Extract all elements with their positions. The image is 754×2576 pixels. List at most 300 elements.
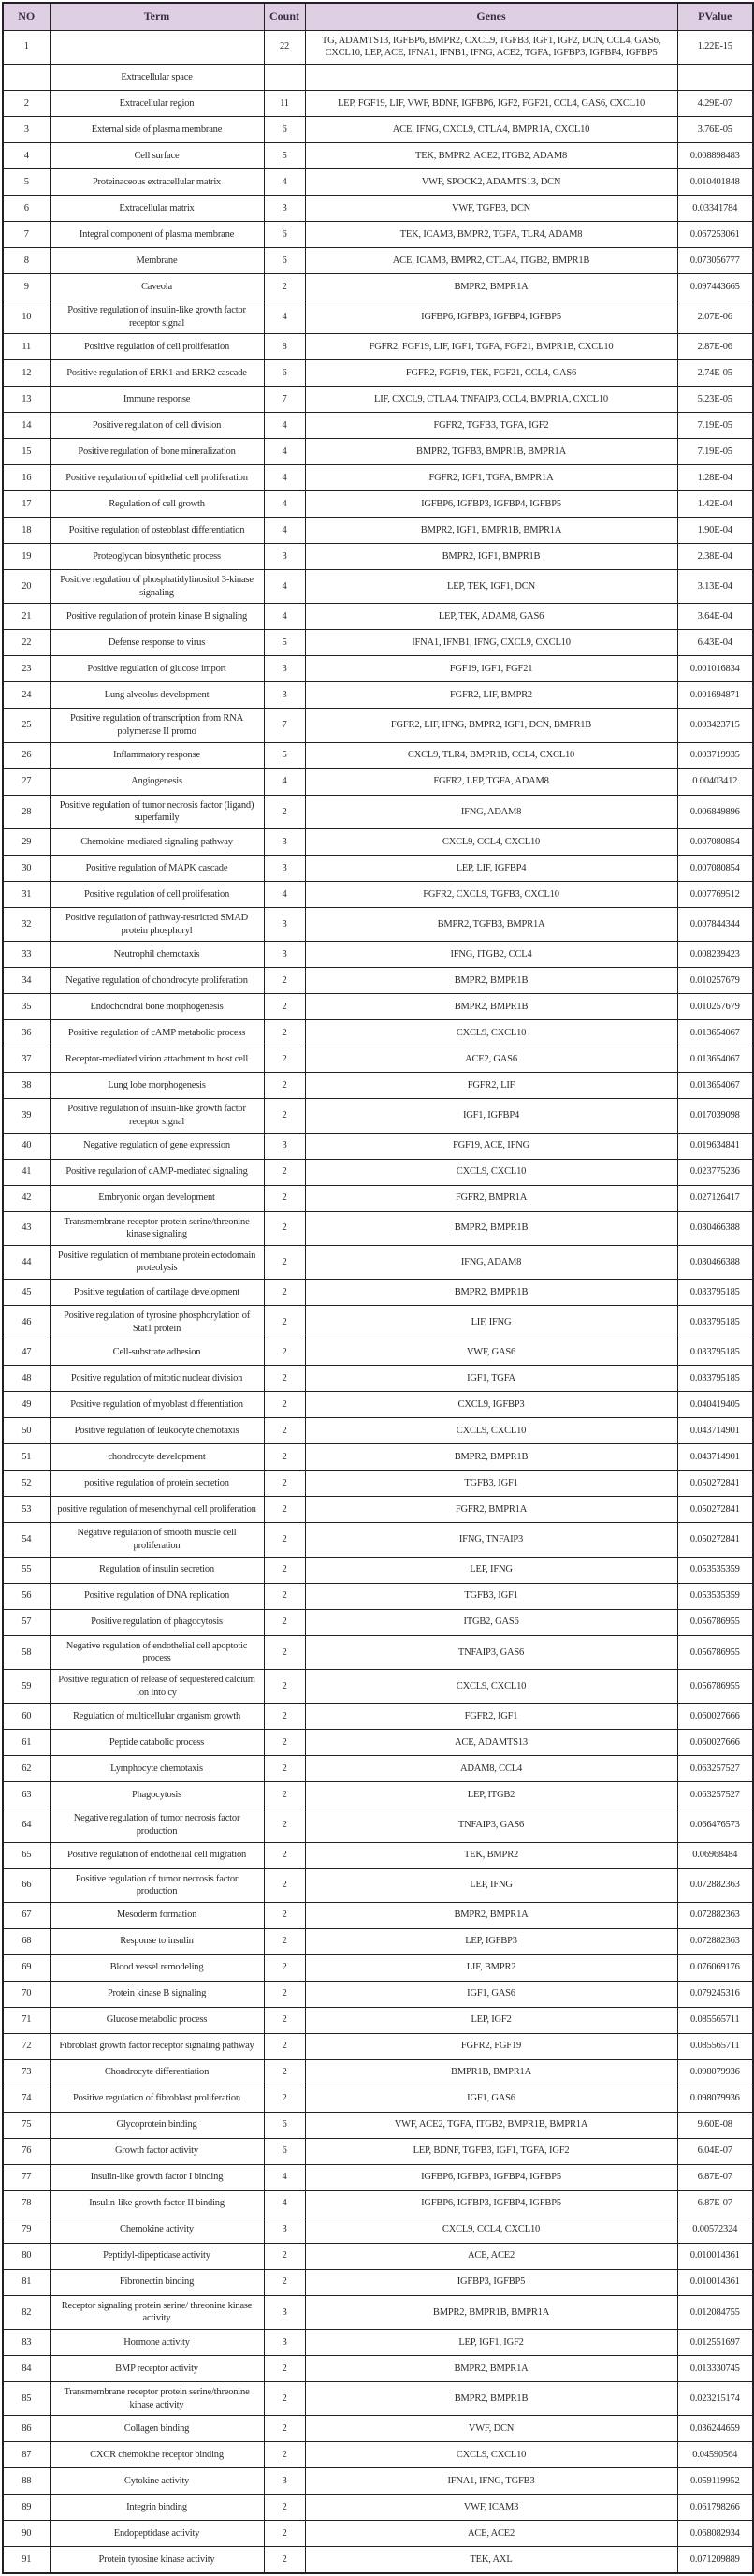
cell-term: Collagen binding (50, 2416, 264, 2442)
column-header-term: Term (50, 3, 264, 30)
table-row (3, 1704, 753, 1730)
table-row (3, 518, 753, 544)
table-row (3, 1902, 753, 1928)
cell-pvalue: 0.059119952 (677, 2468, 753, 2495)
cell-count: 3 (264, 856, 305, 882)
table-body (3, 30, 753, 2573)
cell-pvalue: 2.38E-04 (677, 544, 753, 570)
cell-pvalue: 0.001694871 (677, 682, 753, 709)
cell-term: Receptor-mediated virion attachment to host cell (50, 1046, 264, 1073)
cell-no: 50 (3, 1418, 50, 1444)
cell-no: 5 (3, 168, 50, 195)
cell-genes: IGF1, GAS6 (305, 1981, 677, 2007)
cell-no: 21 (3, 604, 50, 630)
cell-term: Positive regulation of osteoblast differentiation (50, 518, 264, 544)
table-row (3, 1366, 753, 1392)
cell-term: Defense response to virus (50, 630, 264, 656)
cell-pvalue: 0.063257527 (677, 1782, 753, 1808)
cell-count: 2 (264, 273, 305, 300)
cell-genes: TGFB3, IGF1 (305, 1471, 677, 1497)
column-header-no: NO (3, 3, 50, 30)
table-row (3, 1133, 753, 1159)
cell-pvalue: 0.023775236 (677, 1159, 753, 1185)
cell-term: Blood vessel remodeling (50, 1954, 264, 1981)
cell-term (50, 30, 264, 64)
cell-no: 16 (3, 465, 50, 491)
cell-genes: IGF1, IGFBP4 (305, 1099, 677, 1133)
cell-no: 34 (3, 968, 50, 994)
cell-term: Transmembrane receptor protein serine/threonine kinase activity (50, 2382, 264, 2416)
cell-genes: TNFAIP3, GAS6 (305, 1635, 677, 1669)
cell-no: 85 (3, 2382, 50, 2416)
table-row (3, 1046, 753, 1073)
cell-count: 3 (264, 1133, 305, 1159)
cell-term: Positive regulation of release of sequestered calcium ion into cy (50, 1669, 264, 1703)
cell-pvalue: 7.19E-05 (677, 413, 753, 439)
cell-genes: VWF, TGFB3, DCN (305, 195, 677, 221)
cell-count: 2 (264, 795, 305, 828)
cell-term: Positive regulation of phagocytosis (50, 1609, 264, 1635)
cell-genes: LEP, IGF2 (305, 2007, 677, 2033)
cell-count: 2 (264, 1808, 305, 1842)
table-row (3, 2269, 753, 2295)
cell-term: Inflammatory response (50, 742, 264, 768)
cell-term: Regulation of multicellular organism growth (50, 1704, 264, 1730)
cell-term: Positive regulation of membrane protein ectodomain proteolysis (50, 1245, 264, 1279)
table-row (3, 2356, 753, 2382)
cell-pvalue: 1.22E-15 (677, 30, 753, 64)
cell-no: 52 (3, 1471, 50, 1497)
table-row (3, 656, 753, 682)
cell-genes: BMPR1B, BMPR1A (305, 2059, 677, 2086)
table-row (3, 1073, 753, 1099)
cell-count: 3 (264, 544, 305, 570)
cell-pvalue: 6.04E-07 (677, 2138, 753, 2164)
cell-pvalue: 0.013654067 (677, 1020, 753, 1046)
cell-genes: LEP, FGF19, LIF, VWF, BDNF, IGFBP6, IGF2, FGF21, CCL4, GAS6, CXCL10 (305, 90, 677, 116)
cell-term: Neutrophil chemotaxis (50, 942, 264, 968)
cell-genes: FGF19, ACE, IFNG (305, 1133, 677, 1159)
cell-count: 2 (264, 1523, 305, 1557)
column-header-genes: Genes (305, 3, 677, 30)
cell-count: 2 (264, 2495, 305, 2521)
cell-genes: IGFBP6, IGFBP3, IGFBP4, IGFBP5 (305, 2190, 677, 2217)
cell-pvalue: 6.87E-07 (677, 2190, 753, 2217)
cell-term: Lymphocyte chemotaxis (50, 1756, 264, 1782)
cell-term: Negative regulation of endothelial cell apoptotic process (50, 1635, 264, 1669)
cell-no: 38 (3, 1073, 50, 1099)
table-row (3, 2521, 753, 2547)
cell-pvalue: 0.013654067 (677, 1046, 753, 1073)
cell-count: 2 (264, 2059, 305, 2086)
table-row (3, 360, 753, 387)
cell-pvalue: 0.008239423 (677, 942, 753, 968)
cell-pvalue: 0.072882363 (677, 1902, 753, 1928)
cell-no: 84 (3, 2356, 50, 2382)
table-row (3, 829, 753, 856)
cell-pvalue: 0.033795185 (677, 1366, 753, 1392)
cell-count: 2 (264, 1185, 305, 1211)
cell-count: 3 (264, 2217, 305, 2243)
cell-genes: CXCL9, CCL4, CXCL10 (305, 2217, 677, 2243)
cell-genes: LEP, TEK, ADAM8, GAS6 (305, 604, 677, 630)
cell-no: 4 (3, 142, 50, 168)
cell-count: 6 (264, 2138, 305, 2164)
cell-genes: IGFBP6, IGFBP3, IGFBP4, IGFBP5 (305, 491, 677, 518)
cell-genes: BMPR2, BMPR1B (305, 1444, 677, 1471)
cell-count: 2 (264, 1046, 305, 1073)
cell-count: 4 (264, 465, 305, 491)
cell-genes: BMPR2, IGF1, BMPR1B, BMPR1A (305, 518, 677, 544)
cell-term: Peptide catabolic process (50, 1730, 264, 1756)
cell-term: Chemokine activity (50, 2217, 264, 2243)
cell-pvalue: 0.010014361 (677, 2243, 753, 2269)
cell-no: 48 (3, 1366, 50, 1392)
cell-count: 2 (264, 1954, 305, 1981)
cell-genes: LIF, CXCL9, CTLA4, TNFAIP3, CCL4, BMPR1A, CXCL10 (305, 387, 677, 413)
cell-genes: IFNA1, IFNB1, IFNG, CXCL9, CXCL10 (305, 630, 677, 656)
cell-genes: VWF, DCN (305, 2416, 677, 2442)
cell-count: 3 (264, 908, 305, 942)
table-row (3, 2190, 753, 2217)
cell-pvalue: 0.017039098 (677, 1099, 753, 1133)
cell-count: 3 (264, 682, 305, 709)
cell-no: 39 (3, 1099, 50, 1133)
cell-no: 12 (3, 360, 50, 387)
cell-term: Chemokine-mediated signaling pathway (50, 829, 264, 856)
table-row (3, 1782, 753, 1808)
cell-no: 62 (3, 1756, 50, 1782)
cell-genes: BMPR2, BMPR1A (305, 273, 677, 300)
table-row (3, 1444, 753, 1471)
cell-pvalue: 0.056786955 (677, 1635, 753, 1669)
cell-no: 65 (3, 1842, 50, 1868)
cell-pvalue: 0.003719935 (677, 742, 753, 768)
cell-genes: FGFR2, FGF19 (305, 2033, 677, 2059)
cell-genes: BMPR2, IGF1, BMPR1B (305, 544, 677, 570)
cell-pvalue: 0.010257679 (677, 994, 753, 1020)
cell-genes: CXCL9, TLR4, BMPR1B, CCL4, CXCL10 (305, 742, 677, 768)
cell-genes: LEP, IGFBP3 (305, 1928, 677, 1954)
section-row (3, 64, 753, 90)
cell-no: 47 (3, 1339, 50, 1366)
cell-count: 2 (264, 2033, 305, 2059)
cell-no: 54 (3, 1523, 50, 1557)
cell-pvalue: 0.006849896 (677, 795, 753, 828)
cell-count: 4 (264, 882, 305, 908)
cell-pvalue: 0.008898483 (677, 142, 753, 168)
cell-no: 59 (3, 1669, 50, 1703)
cell-no: 86 (3, 2416, 50, 2442)
cell-term: Negative regulation of tumor necrosis factor production (50, 1808, 264, 1842)
cell-genes: BMPR2, BMPR1B (305, 2382, 677, 2416)
cell-pvalue: 0.060027666 (677, 1704, 753, 1730)
cell-count: 2 (264, 1159, 305, 1185)
cell-genes (305, 64, 677, 90)
cell-term: Positive regulation of endothelial cell migration (50, 1842, 264, 1868)
cell-no: 36 (3, 1020, 50, 1046)
cell-pvalue: 0.003423715 (677, 709, 753, 742)
cell-no: 80 (3, 2243, 50, 2269)
table-row (3, 90, 753, 116)
cell-genes: ACE, ICAM3, BMPR2, CTLA4, ITGB2, BMPR1B (305, 247, 677, 273)
cell-no: 71 (3, 2007, 50, 2033)
cell-pvalue: 0.030466388 (677, 1211, 753, 1245)
cell-pvalue: 0.053535359 (677, 1557, 753, 1583)
cell-term: Regulation of insulin secretion (50, 1557, 264, 1583)
cell-no: 57 (3, 1609, 50, 1635)
cell-term: Cell-substrate adhesion (50, 1339, 264, 1366)
cell-pvalue: 3.76E-05 (677, 116, 753, 142)
cell-count: 4 (264, 168, 305, 195)
cell-count: 2 (264, 2007, 305, 2033)
cell-no: 2 (3, 90, 50, 116)
cell-no: 33 (3, 942, 50, 968)
table-row (3, 1185, 753, 1211)
cell-term: Fibronectin binding (50, 2269, 264, 2295)
cell-pvalue: 0.056786955 (677, 1669, 753, 1703)
cell-term: Positive regulation of pathway-restricted SMAD protein phosphoryl (50, 908, 264, 942)
cell-genes: BMPR2, TGFB3, BMPR1B, BMPR1A (305, 439, 677, 465)
cell-count: 2 (264, 1842, 305, 1868)
cell-genes: BMPR2, BMPR1B (305, 1280, 677, 1306)
cell-no: 45 (3, 1280, 50, 1306)
cell-term: Extracellular space (50, 64, 264, 90)
cell-count: 2 (264, 1557, 305, 1583)
table-row (3, 1471, 753, 1497)
cell-genes: TEK, ICAM3, BMPR2, TGFA, TLR4, ADAM8 (305, 221, 677, 247)
table-row (3, 2295, 753, 2329)
table-row (3, 2007, 753, 2033)
cell-count: 6 (264, 360, 305, 387)
cell-pvalue: 0.007769512 (677, 882, 753, 908)
cell-no: 88 (3, 2468, 50, 2495)
cell-term: Glycoprotein binding (50, 2112, 264, 2138)
table-row (3, 334, 753, 360)
cell-count: 2 (264, 1497, 305, 1523)
cell-term: Positive regulation of epithelial cell proliferation (50, 465, 264, 491)
cell-term: Peptidyl-dipeptidase activity (50, 2243, 264, 2269)
cell-term: Positive regulation of phosphatidylinositol 3-kinase signaling (50, 570, 264, 604)
cell-term: Negative regulation of smooth muscle cell proliferation (50, 1523, 264, 1557)
cell-no: 1 (3, 30, 50, 64)
cell-genes: FGFR2, BMPR1A (305, 1185, 677, 1211)
cell-count: 2 (264, 2086, 305, 2112)
table-row (3, 1954, 753, 1981)
cell-no: 56 (3, 1583, 50, 1609)
cell-pvalue: 3.64E-04 (677, 604, 753, 630)
cell-count: 2 (264, 2356, 305, 2382)
cell-no: 19 (3, 544, 50, 570)
cell-count: 4 (264, 413, 305, 439)
cell-genes: VWF, SPOCK2, ADAMTS13, DCN (305, 168, 677, 195)
cell-term: Extracellular region (50, 90, 264, 116)
cell-count: 6 (264, 247, 305, 273)
table-row (3, 1211, 753, 1245)
table-row (3, 1583, 753, 1609)
table-row (3, 1159, 753, 1185)
cell-term: Mesoderm formation (50, 1902, 264, 1928)
cell-no: 91 (3, 2547, 50, 2574)
table-row (3, 795, 753, 828)
cell-genes: FGF19, IGF1, FGF21 (305, 656, 677, 682)
table-row (3, 168, 753, 195)
cell-no: 53 (3, 1497, 50, 1523)
cell-pvalue: 7.19E-05 (677, 439, 753, 465)
table-row (3, 942, 753, 968)
cell-no: 82 (3, 2295, 50, 2329)
cell-pvalue: 0.068082934 (677, 2521, 753, 2547)
table-row (3, 1245, 753, 1279)
cell-genes: IGFBP6, IGFBP3, IGFBP4, IGFBP5 (305, 300, 677, 333)
cell-pvalue: 2.87E-06 (677, 334, 753, 360)
cell-pvalue: 0.010401848 (677, 168, 753, 195)
cell-term: Positive regulation of myoblast differentiation (50, 1392, 264, 1418)
cell-genes: ADAM8, CCL4 (305, 1756, 677, 1782)
table-row (3, 221, 753, 247)
table-row (3, 882, 753, 908)
cell-no: 70 (3, 1981, 50, 2007)
table-row (3, 968, 753, 994)
cell-count: 2 (264, 1020, 305, 1046)
cell-term: Positive regulation of tumor necrosis factor (ligand) superfamily (50, 795, 264, 828)
cell-genes: LEP, BDNF, TGFB3, IGF1, TGFA, IGF2 (305, 2138, 677, 2164)
cell-no: 7 (3, 221, 50, 247)
cell-genes: IGFBP3, IGFBP5 (305, 2269, 677, 2295)
cell-pvalue: 0.033795185 (677, 1339, 753, 1366)
cell-count: 2 (264, 1280, 305, 1306)
cell-no: 8 (3, 247, 50, 273)
cell-pvalue: 2.07E-06 (677, 300, 753, 333)
cell-pvalue: 0.007844344 (677, 908, 753, 942)
cell-term: Positive regulation of bone mineralization (50, 439, 264, 465)
cell-genes: BMPR2, BMPR1B (305, 968, 677, 994)
table-row (3, 2138, 753, 2164)
cell-pvalue: 1.90E-04 (677, 518, 753, 544)
header-row (3, 3, 753, 30)
table-row (3, 604, 753, 630)
column-header-pvalue: PValue (677, 3, 753, 30)
cell-count: 2 (264, 2547, 305, 2574)
table-row (3, 630, 753, 656)
cell-count: 4 (264, 518, 305, 544)
cell-no: 28 (3, 795, 50, 828)
cell-term: Immune response (50, 387, 264, 413)
cell-term: Positive regulation of DNA replication (50, 1583, 264, 1609)
cell-term: CXCR chemokine receptor binding (50, 2442, 264, 2468)
cell-genes: TNFAIP3, GAS6 (305, 1808, 677, 1842)
table-row (3, 1392, 753, 1418)
cell-count: 4 (264, 2164, 305, 2190)
cell-pvalue: 0.036244659 (677, 2416, 753, 2442)
cell-genes: IFNG, TNFAIP3 (305, 1523, 677, 1557)
cell-term: Phagocytosis (50, 1782, 264, 1808)
cell-pvalue: 0.072882363 (677, 1868, 753, 1902)
table-row (3, 2547, 753, 2574)
table-row (3, 2330, 753, 2356)
cell-genes: BMPR2, BMPR1B, BMPR1A (305, 2295, 677, 2329)
cell-term: positive regulation of mesenchymal cell proliferation (50, 1497, 264, 1523)
cell-no: 66 (3, 1868, 50, 1902)
cell-pvalue: 0.063257527 (677, 1756, 753, 1782)
cell-no: 14 (3, 413, 50, 439)
cell-pvalue: 0.056786955 (677, 1609, 753, 1635)
cell-genes: FGFR2, LIF, IFNG, BMPR2, IGF1, DCN, BMPR1B (305, 709, 677, 742)
cell-genes: FGFR2, CXCL9, TGFB3, CXCL10 (305, 882, 677, 908)
cell-pvalue: 0.00403412 (677, 768, 753, 795)
table-row (3, 465, 753, 491)
cell-genes: IFNG, ADAM8 (305, 1245, 677, 1279)
cell-no: 81 (3, 2269, 50, 2295)
cell-genes: VWF, GAS6 (305, 1339, 677, 1366)
cell-genes: FGFR2, IGF1, TGFA, BMPR1A (305, 465, 677, 491)
cell-term: Positive regulation of leukocyte chemotaxis (50, 1418, 264, 1444)
table-row (3, 2442, 753, 2468)
cell-count: 2 (264, 1211, 305, 1245)
cell-no: 13 (3, 387, 50, 413)
cell-count: 2 (264, 2442, 305, 2468)
table-row (3, 856, 753, 882)
cell-no: 72 (3, 2033, 50, 2059)
cell-pvalue: 0.012551697 (677, 2330, 753, 2356)
table-row (3, 2033, 753, 2059)
cell-pvalue: 6.87E-07 (677, 2164, 753, 2190)
table-row (3, 413, 753, 439)
cell-count: 2 (264, 2382, 305, 2416)
cell-term: Positive regulation of mitotic nuclear division (50, 1366, 264, 1392)
table-row (3, 908, 753, 942)
cell-count: 2 (264, 1609, 305, 1635)
cell-pvalue: 0.007080854 (677, 829, 753, 856)
cell-term: Glucose metabolic process (50, 2007, 264, 2033)
cell-count: 4 (264, 604, 305, 630)
cell-genes: CXCL9, IGFBP3 (305, 1392, 677, 1418)
cell-term: Lung lobe morphogenesis (50, 1073, 264, 1099)
cell-term: Lung alveolus development (50, 682, 264, 709)
cell-term: Positive regulation of protein kinase B signaling (50, 604, 264, 630)
cell-genes: CXCL9, CXCL10 (305, 1159, 677, 1185)
cell-term: Cytokine activity (50, 2468, 264, 2495)
cell-count: 22 (264, 30, 305, 64)
table-row (3, 2164, 753, 2190)
column-header-count: Count (264, 3, 305, 30)
cell-term: Caveola (50, 273, 264, 300)
cell-no: 41 (3, 1159, 50, 1185)
cell-count: 8 (264, 334, 305, 360)
cell-no: 90 (3, 2521, 50, 2547)
cell-no: 22 (3, 630, 50, 656)
table-row (3, 2416, 753, 2442)
cell-count: 2 (264, 1306, 305, 1339)
cell-genes: FGFR2, FGF19, TEK, FGF21, CCL4, GAS6 (305, 360, 677, 387)
cell-genes: VWF, ACE2, TGFA, ITGB2, BMPR1B, BMPR1A (305, 2112, 677, 2138)
cell-term: Chondrocyte differentiation (50, 2059, 264, 2086)
table-row (3, 2243, 753, 2269)
cell-pvalue: 0.023215174 (677, 2382, 753, 2416)
cell-no: 67 (3, 1902, 50, 1928)
cell-count: 2 (264, 1444, 305, 1471)
cell-count: 3 (264, 195, 305, 221)
cell-genes: FGFR2, LIF, BMPR2 (305, 682, 677, 709)
cell-pvalue: 0.060027666 (677, 1730, 753, 1756)
cell-term: chondrocyte development (50, 1444, 264, 1471)
table-row (3, 1756, 753, 1782)
cell-no: 23 (3, 656, 50, 682)
cell-genes: LEP, LIF, IGFBP4 (305, 856, 677, 882)
cell-pvalue: 0.013330745 (677, 2356, 753, 2382)
cell-term: Membrane (50, 247, 264, 273)
cell-term: Cell surface (50, 142, 264, 168)
